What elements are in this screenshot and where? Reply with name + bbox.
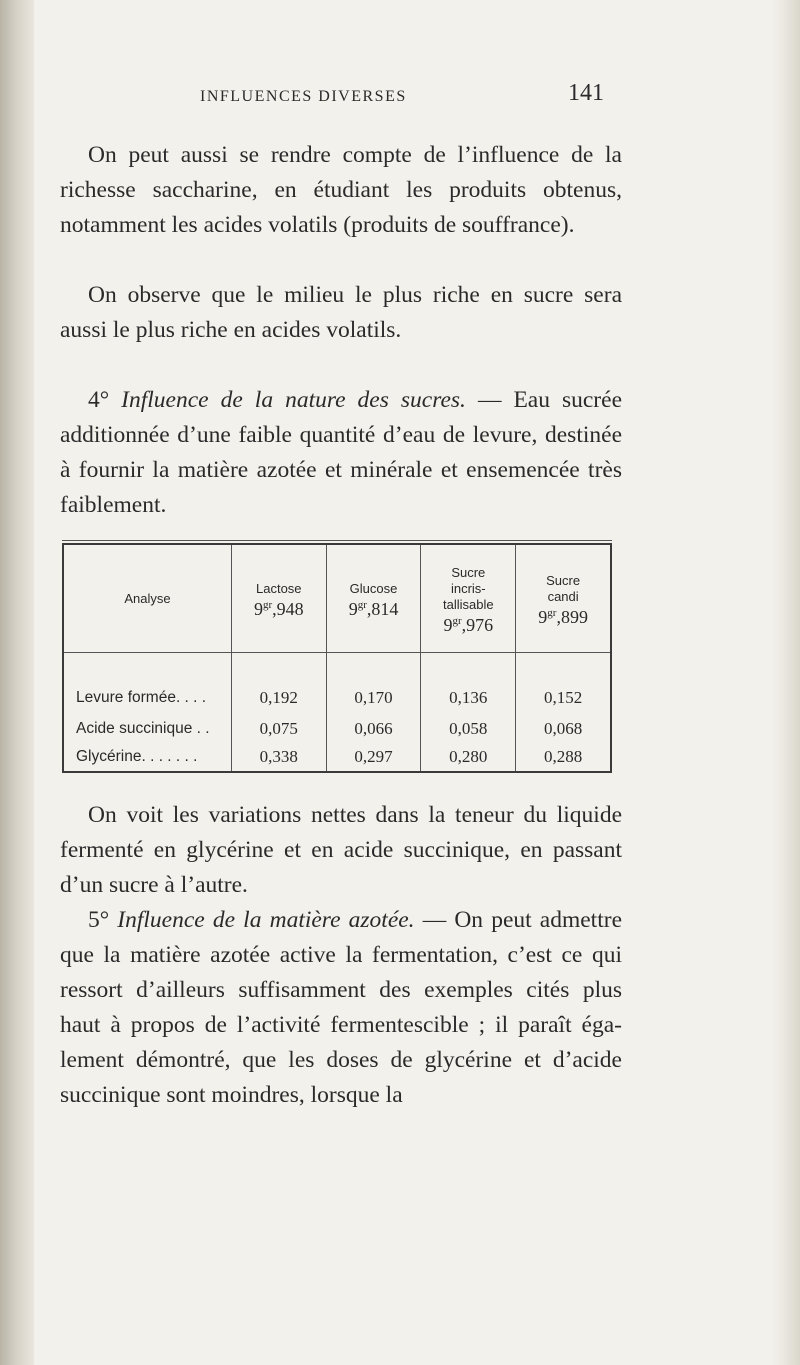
header-analyse: Analyse: [63, 544, 231, 653]
table-top-rule: [62, 540, 612, 541]
paragraph-3: [60, 383, 622, 523]
running-head: INFLUENCES DIVERSES: [200, 88, 407, 105]
header-sucre-candi: Sucre candi $9^{gr},899$: [516, 544, 611, 653]
section-heading: Influence de la matière azotée.: [117, 907, 415, 933]
table-header-row: [63, 544, 611, 653]
table-row: Levure formée. . . . 0,192 0,170 0,136 0,152: [63, 653, 611, 716]
section-text: — Eau sucrée additionnée d’une faible quantité d’eau de levure, destinée à fournir la matière azotée et minérale et ensemencée très faiblement.: [60, 387, 622, 518]
header-lactose: Lactose $9^{gr},948$: [231, 544, 326, 653]
paragraph-2: On observe que le milieu le plus riche en sucre sera aussi le plus riche en acides volatils.: [60, 282, 622, 343]
section-number: 4°: [88, 387, 110, 413]
page-header: [0, 80, 800, 110]
section-number: 5°: [88, 907, 110, 933]
page-number: 141: [568, 80, 604, 106]
book-spine-shadow-left: [0, 0, 34, 1365]
section-heading: Influence de la nature des sucres.: [121, 387, 466, 413]
paragraph-1: On peut aussi se rendre compte de l’influence de la richesse saccharine, en étudiant les produits obtenus, notamment les acides volatils (produits de souffrance).: [60, 142, 622, 238]
paragraph-5: [60, 903, 622, 1113]
page-edge-right: [772, 0, 800, 1365]
paragraph-4: On voit les variations nettes dans la teneur du liquide fermenté en glycérine et en acide succinique, en passant d’un sucre à l’autre.: [60, 802, 622, 898]
results-table: [62, 543, 612, 773]
section-text: — On peut admettre que la matière azotée active la fermentation, c’est ce qui ressort d’ailleurs suffisamment des exemples cités plus haut à propos de l’activité fermentescible ; il paraît également démontré, que les doses de glycérine et d’acide succinique sont moindres, lorsque la: [60, 907, 622, 1108]
header-glucose: Glucose $9^{gr},814$: [326, 544, 421, 653]
table-row: Acide succinique . . 0,075 0,066 0,058 0,068: [63, 716, 611, 744]
header-sucre-incristallisable: Sucre incris- tallisable $9^{gr},976$: [421, 544, 516, 653]
table-row: Glycérine. . . . . . . 0,338 0,297 0,280 0,288: [63, 743, 611, 772]
